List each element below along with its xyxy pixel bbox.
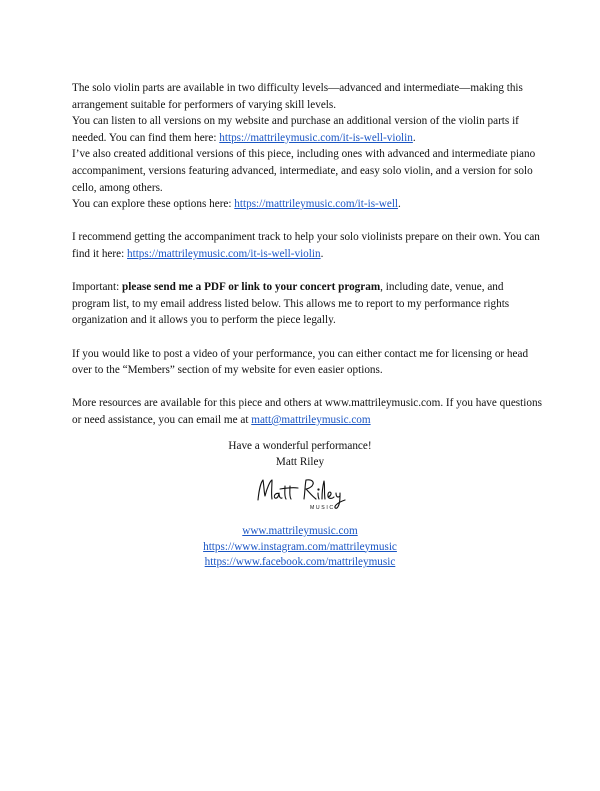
explore-options-text: You can explore these options here: bbox=[72, 198, 235, 211]
important-text: , including date, venue, and program list, to my email address listed below. This allows me to report to my performance rights organization and it allows you to perform the piece legally. bbox=[72, 281, 510, 327]
accompaniment-link[interactable]: https://mattrileymusic.com/it-is-well-violin bbox=[127, 247, 321, 260]
listen-versions-text: You can listen to all versions on my website and purchase an additional version of the violin parts if needed. You can find them here: bbox=[72, 115, 519, 144]
facebook-link[interactable]: https://www.facebook.com/mattrileymusic bbox=[204, 556, 396, 568]
logo-music-caption: MUSIC bbox=[310, 505, 335, 511]
paragraph-video-licensing bbox=[72, 346, 542, 379]
paragraph-explore-options bbox=[72, 196, 542, 213]
closing-block bbox=[0, 438, 600, 571]
contact-links bbox=[0, 524, 600, 571]
paragraph-important-program bbox=[72, 279, 542, 329]
important-bold-text: please send me a PDF or link to your concert program bbox=[122, 281, 381, 294]
email-link[interactable]: matt@mattrileymusic.com bbox=[251, 413, 371, 426]
instagram-link[interactable]: https://www.instagram.com/mattrileymusic bbox=[203, 540, 397, 553]
paragraph-difficulty-levels bbox=[72, 80, 542, 113]
paragraph-more-resources bbox=[72, 395, 542, 428]
video-licensing-text: If you would like to post a video of your performance, you can either contact me for licensing or head over to the “Members” section of my website for even easier options. bbox=[72, 347, 529, 377]
violin-parts-link[interactable]: https://mattrileymusic.com/it-is-well-violin bbox=[219, 131, 413, 144]
paragraph-listen-versions bbox=[72, 113, 542, 146]
additional-versions-text: I’ve also created additional versions of this piece, including ones with advanced and intermediate piano accompaniment, versions featuring advanced, intermediate, and easy solo violin, and a version for solo cello, among others. bbox=[72, 148, 536, 194]
closing-line: Have a wonderful performance! bbox=[228, 440, 372, 452]
signer-name: Matt Riley bbox=[275, 456, 325, 468]
more-resources-text: More resources are available for this piece and others at www.mattrileymusic.com. If you have questions or need assistance, you can email me at bbox=[72, 397, 542, 426]
period: . bbox=[398, 198, 401, 211]
it-is-well-link[interactable]: https://mattrileymusic.com/it-is-well bbox=[234, 198, 399, 211]
paragraph-additional-versions bbox=[72, 146, 542, 196]
paragraph-accompaniment-track bbox=[72, 229, 542, 262]
period: . bbox=[412, 131, 416, 144]
period: . bbox=[320, 247, 324, 260]
website-link[interactable]: www.mattrileymusic.com bbox=[242, 525, 358, 537]
important-prefix: Important: bbox=[72, 281, 123, 294]
difficulty-levels-text: The solo violin parts are available in two difficulty levels—advanced and intermediate—making this arrangement suitable for performers of varying skill levels. bbox=[72, 82, 523, 111]
accompaniment-text: I recommend getting the accompaniment track to help your solo violinists prepare on their own. You can find it here: bbox=[72, 231, 540, 260]
matt-riley-music-logo bbox=[252, 472, 348, 514]
letter-body bbox=[72, 80, 542, 428]
